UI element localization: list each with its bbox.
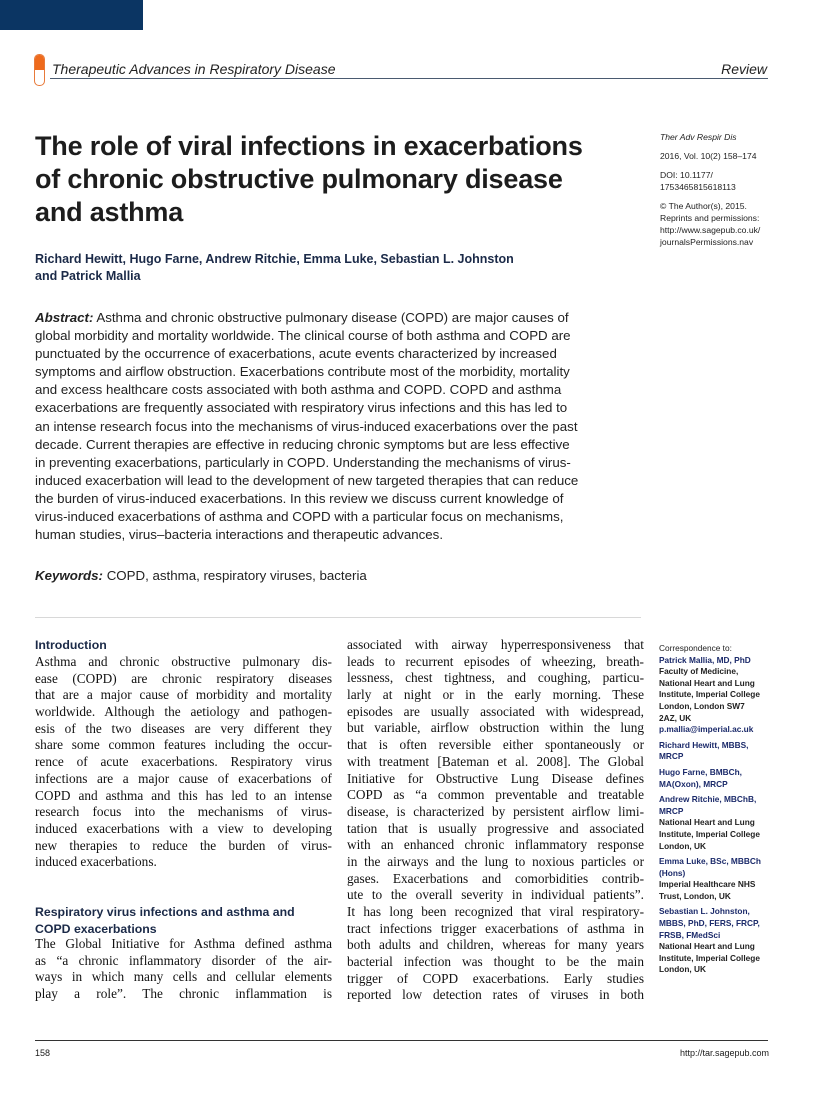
author-credential: Hugo Farne, BMBCh,	[659, 766, 742, 777]
authors-line: Richard Hewitt, Hugo Farne, Andrew Ritchie, Emma Luke, Sebastian L. Johnston	[35, 252, 514, 266]
email-link[interactable]: p.mallia@imperial.ac.uk	[659, 724, 754, 735]
correspondence-block	[659, 643, 824, 976]
title-line: and asthma	[35, 197, 184, 227]
abstract-line: in preventing exacerbations, particularly in COPD. Understanding the mechanisms of virus-	[35, 454, 571, 470]
abstract-line: an intense research focus into the mechanisms of virus-induced exacerbations over the past	[35, 418, 578, 434]
text-line: leads to recurrent episodes of wheezing, breath-	[347, 653, 644, 669]
text-line: but variable, airflow obstruction within the lung	[347, 720, 644, 736]
text-line: tract infections trigger exacerbations of asthma in	[347, 920, 644, 936]
text-line: research focus into the mechanisms of virus-	[35, 804, 332, 820]
section-heading	[35, 904, 295, 937]
abstract-line: exacerbations are frequently associated with respiratory virus infections and this has led to	[35, 400, 568, 416]
authors	[35, 251, 514, 285]
journal-url[interactable]: http://tar.sagepub.com	[679, 1048, 769, 1058]
abstract-line: human studies, virus–bacteria interactions and therapeutic advances.	[35, 527, 444, 543]
text-line: Initiative for Obstructive Lung Disease defines	[347, 770, 644, 786]
text-line: play a role”. The chronic inflammation is	[35, 986, 332, 1002]
abstract-line: induced exacerbation will lead to the development of new targeted therapies that can reduce	[35, 472, 579, 488]
paragraph	[35, 654, 332, 871]
journal-abbrev: Ther Adv Respir Dis	[660, 132, 737, 142]
text-line: with treatment [Bateman et al. 2008]. The Global	[347, 753, 644, 769]
volume-info: 2016, Vol. 10(2) 158–174	[660, 151, 757, 161]
header-rule	[50, 78, 768, 79]
text-line: Asthma and chronic obstructive pulmonary dis-	[35, 654, 332, 669]
author-credential: Emma Luke, BSc, MBBCh	[659, 856, 761, 867]
capsule-logo-icon	[34, 54, 45, 86]
author-affiliation: Institute, Imperial College	[659, 952, 760, 963]
permissions-link[interactable]: journalsPermissions.nav	[660, 237, 754, 247]
address-line: Faculty of Medicine,	[659, 666, 739, 677]
keywords-label: Keywords:	[35, 568, 103, 583]
abstract-line: and excess healthcare costs associated with both asthma and COPD. COPD and asthma	[35, 382, 562, 398]
author-credential: Richard Hewitt, MBBS,	[659, 739, 749, 750]
heading-line: Respiratory virus infections and asthma and	[35, 905, 295, 919]
address-line: National Heart and Lung	[659, 677, 755, 688]
abstract-line: decade. Current therapies are effective in reducing chronic symptoms but are less effective	[35, 436, 570, 452]
correspondence-name: Patrick Mallia, MD, PhD	[659, 654, 751, 665]
heading-line: COPD exacerbations	[35, 921, 157, 936]
text-line: reported low detection rates of viruses in both	[347, 987, 644, 1003]
text-line: The Global Initiative for Asthma defined asthma	[35, 936, 332, 951]
doi: DOI: 10.1177/	[660, 170, 713, 180]
text-line: with an enhanced chronic inflammatory response	[347, 837, 644, 853]
text-line: ease (COPD) are chronic respiratory diseases	[35, 670, 332, 686]
footer-rule	[35, 1040, 768, 1041]
reprints-label: Reprints and permissions:	[660, 213, 760, 223]
paragraph	[35, 936, 332, 1003]
text-line: both adults and children, whereas for many years	[347, 937, 644, 953]
author-affiliation: National Heart and Lung	[659, 817, 755, 828]
author-affiliation: London, UK	[659, 840, 707, 851]
abstract-line: symptoms and airflow obstruction. Exacerbations contribute most of the morbidity, mortality	[35, 364, 570, 380]
keywords	[35, 568, 367, 583]
correspondence-label: Correspondence to:	[659, 643, 732, 653]
text-line: bacterial infection was thought to be the main	[347, 954, 644, 970]
text-line: esis of the two diseases are very different they	[35, 720, 332, 736]
author-credential: Andrew Ritchie, MBChB,	[659, 794, 757, 805]
author-affiliation: Trust, London, UK	[659, 890, 731, 901]
journal-color-bar	[0, 0, 143, 30]
text-line: infections are a major cause of exacerbations of	[35, 770, 332, 786]
section-divider	[35, 617, 641, 618]
text-line: worldwide. Although the aetiology and pathogen-	[35, 704, 332, 720]
text-line: new therapies to reduce the burden of virus-	[35, 837, 332, 853]
text-line: as “a chronic inflammatory disorder of the air-	[35, 952, 332, 968]
author-credential: Sebastian L. Johnston,	[659, 906, 750, 917]
author-credential: MRCP	[659, 805, 684, 816]
author-credential: MBBS, PhD, FERS, FRCP,	[659, 918, 760, 929]
text-line: associated with airway hyperresponsiveness that	[347, 637, 644, 652]
text-line: ute to the overall severity in individual patients”.	[347, 887, 644, 903]
author-affiliation: Imperial Healthcare NHS	[659, 879, 756, 890]
address-line: Institute, Imperial College	[659, 689, 760, 700]
author-credential: MA(Oxon), MRCP	[659, 778, 728, 789]
copyright: © The Author(s), 2015.	[660, 201, 747, 211]
text-line: disease, is characterized by persistent airflow limi-	[347, 803, 644, 819]
address-line: 2AZ, UK	[659, 712, 692, 723]
text-line: larly at night or in the early morning. These	[347, 687, 644, 703]
text-line: episodes are usually associated with widespread,	[347, 703, 644, 719]
abstract-line: virus-induced exacerbations of asthma and COPD with a particular focus on mechanisms,	[35, 509, 564, 525]
abstract-label: Abstract:	[35, 310, 94, 325]
text-line: induced exacerbations.	[35, 854, 157, 870]
text-line: tation that is usually progressive and associated	[347, 820, 644, 836]
permissions-link[interactable]: http://www.sagepub.co.uk/	[660, 225, 761, 235]
title-line: of chronic obstructive pulmonary disease	[35, 164, 563, 194]
text-line: trigger of COPD exacerbations. Early studies	[347, 970, 644, 986]
text-line: lessness, chest tightness, and coughing, particu-	[347, 670, 644, 686]
text-line: that is often reversible either spontaneously or	[347, 737, 644, 753]
doi: 1753465815618113	[660, 182, 736, 192]
page-number: 158	[35, 1048, 51, 1058]
abstract	[35, 309, 625, 544]
abstract-line: Asthma and chronic obstructive pulmonary disease (COPD) are major causes of	[93, 310, 569, 325]
paragraph	[347, 637, 644, 1004]
author-credential: MRCP	[659, 751, 684, 762]
author-affiliation: National Heart and Lung	[659, 941, 755, 952]
text-line: induced exacerbations with a view to developing	[35, 820, 332, 836]
author-affiliation: Institute, Imperial College	[659, 828, 760, 839]
text-line: COPD and asthma and this has led to an intense	[35, 787, 332, 803]
journal-name: Therapeutic Advances in Respiratory Disease	[52, 61, 336, 77]
keywords-value: COPD, asthma, respiratory viruses, bacteria	[106, 568, 367, 583]
text-line: share some common features including the occur-	[35, 737, 332, 753]
abstract-line: the burden of virus-induced exacerbations. In this review we discuss current knowledge of	[35, 490, 564, 506]
abstract-line: punctuated by the occurrence of exacerbations, acute events characterized by increased	[35, 346, 557, 362]
text-line: gases. Exacerbations and comorbidities contrib-	[347, 870, 644, 886]
address-line: London, London SW7	[659, 700, 745, 711]
text-line: COPD as “a common preventable and treatable	[347, 787, 644, 803]
citation-meta	[660, 131, 760, 248]
author-affiliation: London, UK	[659, 964, 707, 975]
authors-line: and Patrick Mallia	[35, 269, 141, 283]
article-type: Review	[721, 61, 767, 77]
section-heading: Introduction	[35, 638, 107, 652]
text-line: ways in which many cells and cellular elements	[35, 969, 332, 985]
title-line: The role of viral infections in exacerbations	[35, 131, 583, 161]
abstract-line: global morbidity and mortality worldwide. The clinical course of both asthma and COPD are	[35, 328, 571, 344]
article-title	[35, 130, 583, 229]
author-credential: FRSB, FMedSci	[659, 929, 721, 940]
text-line: rence of acute exacerbations. Respiratory virus	[35, 754, 332, 770]
text-line: in the airways and the lung to noxious particles or	[347, 853, 644, 869]
text-line: It has long been recognized that viral respiratory-	[347, 904, 644, 919]
author-credential: (Hons)	[659, 867, 686, 878]
text-line: that are a major cause of morbidity and mortality	[35, 687, 332, 703]
